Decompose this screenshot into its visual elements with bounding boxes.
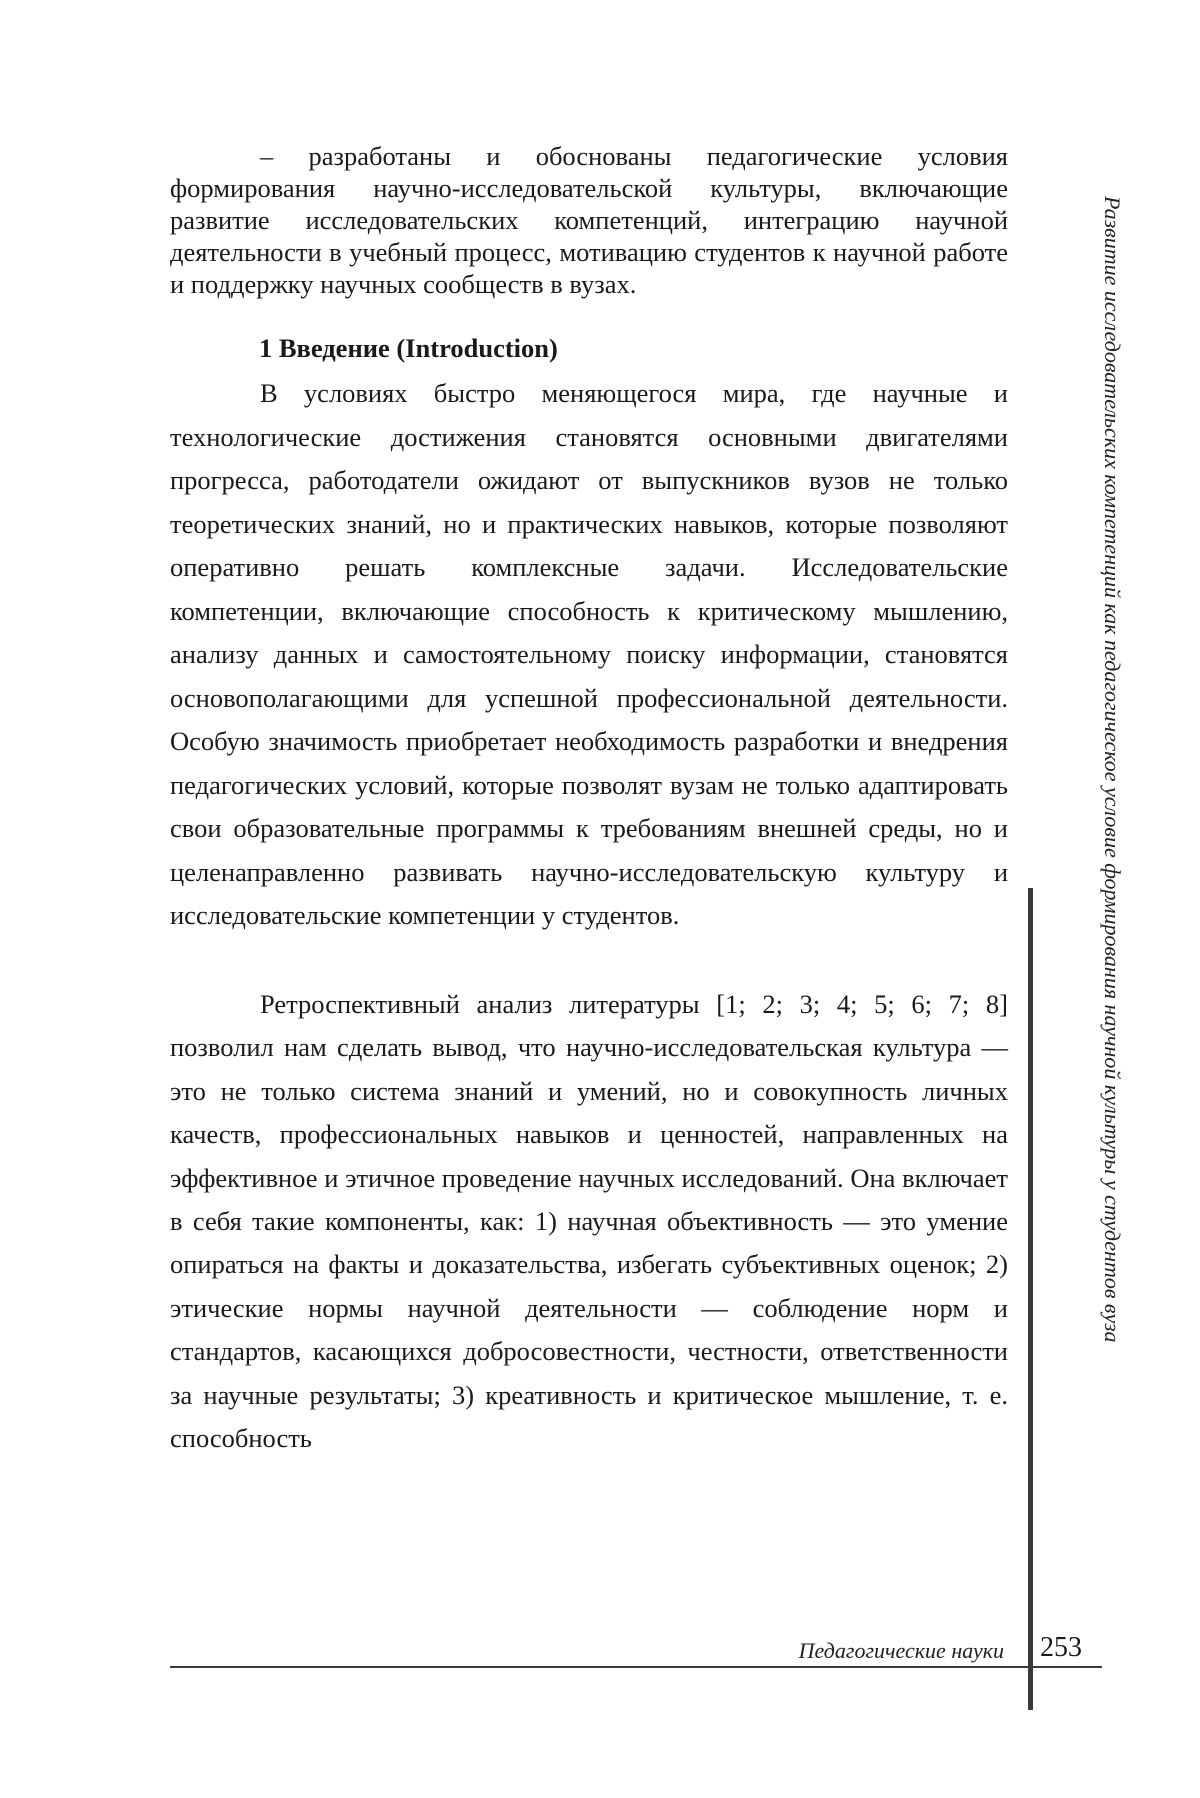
- running-title-text: Развитие исследовательских компетенций как педагогическое условие формирования научной культуры у студентов вуза: [1100, 196, 1125, 1343]
- intro-paragraph: – разработаны и обоснованы педагогические условия формирования научно-исследовательской культуры, включающие развитие исследовательских компетенций, интеграцию научной деятельности в учебный процесс, мотивацию студентов к научной работе и поддержку научных сообществ в вузах.: [170, 141, 1008, 299]
- footer-section-title: Педагогические науки: [798, 1638, 1004, 1663]
- body-paragraph-2: Ретроспективный анализ литературы [1; 2; 3; 4; 5; 6; 7; 8] позволил нам сделать вывод, что научно-исследовательская культура — это не только система знаний и умений, но и совокупность личных качеств, профессиональных навыков и ценностей, направленных на эффективное и этичное проведение научных исследований. Она включает в себя такие компоненты, как: 1) научная объективность — это умение опираться на факты и доказательства, избегать субъективных оценок; 2) этические нормы научной деятельности — соблюдение норм и стандартов, касающихся добросовестности, честности, ответственности за научные результаты; 3) креативность и критическое мышление, т. е. способность: [170, 989, 1008, 1454]
- vertical-rule: [1028, 888, 1033, 1710]
- page-number: 253: [1040, 1632, 1082, 1663]
- running-title: [1092, 196, 1132, 1496]
- section-heading: 1 Введение (Introduction): [259, 333, 558, 363]
- footer-rule: [170, 1666, 1102, 1668]
- body-paragraph-1: В условиях быстро меняющегося мира, где научные и технологические достижения становятся основными двигателями прогресса, работодатели ожидают от выпускников вузов не только теоретических знаний, но и практических навыков, которые позволяют оперативно решать комплексные задачи. Исследовательские компетенции, включающие способность к критическому мышлению, анализу данных и самостоятельному поиску информации, становятся основополагающими для успешной профессиональной деятельности. Особую значимость приобретает необходимость разработки и внедрения педагогических условий, которые позволят вузам не только адаптировать свои образовательные программы к требованиям внешней среды, но и целенаправленно развивать научно-исследовательскую культуру и исследовательские компетенции у студентов.: [170, 378, 1008, 930]
